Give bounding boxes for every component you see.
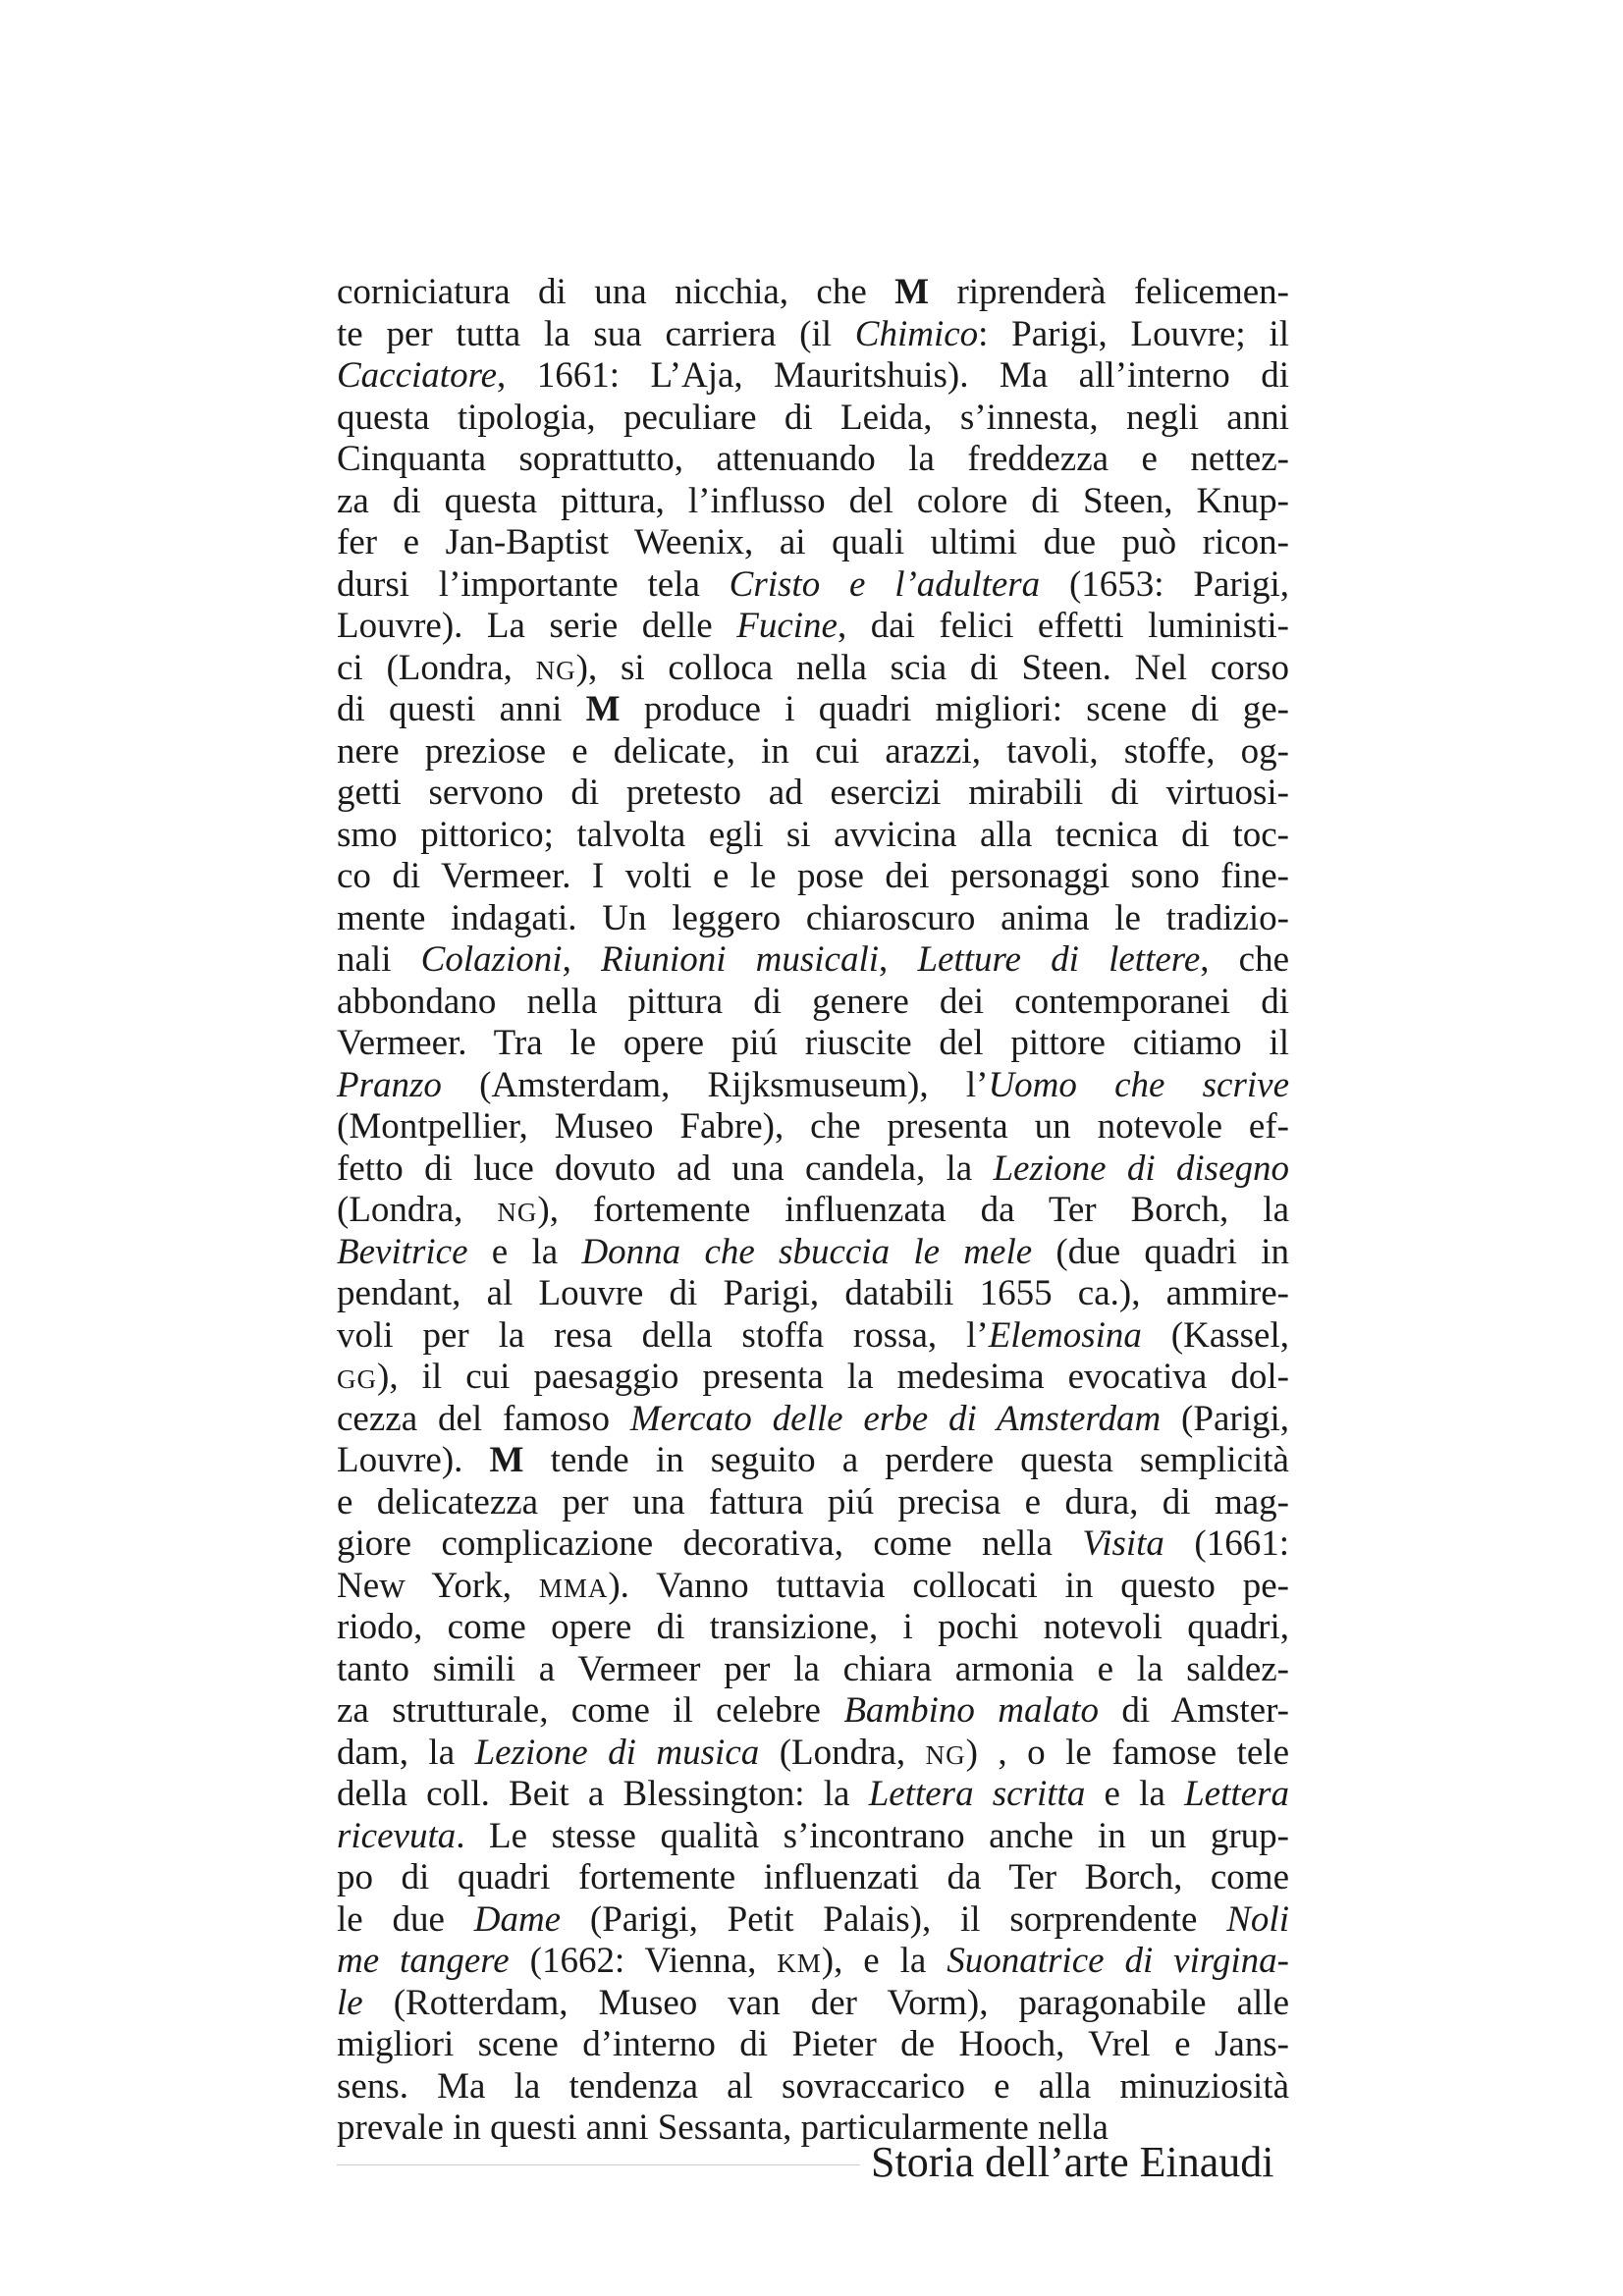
text-line [337,1315,1289,1358]
small-caps-abbrev: NG [535,655,576,685]
text-line [337,522,1289,564]
text-run: abbondano nella pittura di genere dei contemporanei di [337,981,1289,1022]
text-line [337,398,1289,440]
text-line [337,606,1289,648]
text-line [337,1816,1289,1858]
italic-title: Fucine [736,606,838,646]
text-run: Cinquanta soprattutto, attenuando la freddezza e nettez- [337,439,1289,479]
italic-title: Bevitrice [337,1231,468,1272]
text-line [337,648,1289,690]
text-run: ), fortemente influenzata da Ter Borch, la [537,1190,1289,1230]
text-line [337,856,1289,898]
text-run: ). Vanno tuttavia collocati in questo pe- [608,1565,1290,1606]
italic-title: Bambino malato [843,1690,1100,1731]
text-run: tanto simili a Vermeer per la chiara armonia e la saldez- [337,1648,1289,1689]
text-run: dam, la [337,1732,475,1773]
text-run: za strutturale, come il celebre [337,1690,844,1731]
text-run: fer e Jan-Baptist Weenix, ai quali ultimi due può ricon- [337,522,1289,562]
text-run: (Kassel, [1141,1314,1289,1356]
text-run: e la [467,1231,582,1272]
text-line [337,1566,1289,1608]
text-line [337,1523,1289,1566]
italic-title: Lettera scritta [868,1774,1086,1814]
text-run: za di questa pittura, l’influsso del colore di Steen, Knup- [337,480,1289,521]
italic-title: Visita [1082,1523,1164,1564]
text-run: nali [337,939,421,980]
text-line [337,439,1289,481]
text-line [337,1733,1289,1775]
text-run: e delicatezza per una fattura piú precisa e dura, di mag- [337,1481,1289,1522]
italic-title: Uomo che scrive [988,1064,1289,1105]
text-line [337,1607,1289,1649]
text-run: migliori scene d’interno di Pieter de Hooch, Vrel e Jans- [337,2024,1289,2064]
text-line [337,982,1289,1024]
italic-title: Lezione di musica [474,1732,760,1773]
text-run: co di Vermeer. I volti e le pose dei personaggi sono fine- [337,856,1289,896]
text-line [337,1440,1289,1482]
text-line [337,731,1289,774]
text-run: , [879,939,918,980]
italic-title: Riunioni musicali [601,939,880,980]
text-run: ), si colloca nella scia di Steen. Nel corso [575,647,1289,688]
text-run: giore complicazione decorativa, come nella [337,1523,1083,1564]
text-run: voli per la resa della stoffa rossa, l’ [337,1314,989,1356]
italic-title: le [337,1982,363,2023]
text-line [337,1690,1289,1733]
text-line [337,1482,1289,1524]
text-run: riprenderà felicemen- [929,272,1289,312]
text-line [337,1273,1289,1315]
italic-title: Cristo e l’adultera [729,563,1041,605]
text-run: nere preziose e delicate, in cui arazzi, tavoli, stoffe, og- [337,730,1289,772]
text-run: mente indagati. Un leggero chiaroscuro anima le tradizio- [337,897,1289,938]
text-line [337,1649,1289,1691]
italic-title: Noli [1226,1898,1289,1940]
body-text [337,272,1289,2150]
text-run: questa tipologia, peculiare di Leida, s’innesta, negli anni [337,397,1289,438]
text-run: (due quadri in [1032,1231,1289,1272]
text-run: corniciatura di una nicchia, che [337,272,895,312]
text-run: di questi anni [337,689,586,729]
text-run: della coll. Beit a Blessington: la [337,1774,869,1814]
text-line [337,2066,1289,2109]
text-run: : Parigi, Louvre; il [978,313,1289,354]
text-run: le due [337,1898,474,1940]
text-run: , che [1200,939,1290,980]
text-line [337,355,1289,398]
text-run: (Parigi, [1161,1398,1290,1439]
text-run: ci (Londra, [337,647,536,688]
text-run: di Amster- [1099,1690,1289,1731]
italic-title: Mercato delle erbe di Amsterdam [629,1398,1162,1439]
text-line [337,314,1289,356]
italic-title: me tangere [337,1941,510,1981]
italic-title: Cacciatore [337,355,498,396]
text-run: e la [1085,1774,1185,1814]
text-run: Louvre). La serie delle [337,606,737,646]
text-run: ), il cui paesaggio presenta la medesima evocativa dol- [377,1357,1289,1397]
text-run: (1661: [1163,1523,1289,1564]
text-line [337,272,1289,314]
text-run: , [562,939,602,980]
text-run: (1662: Vienna, [509,1941,778,1981]
text-run: ), e la [821,1941,947,1981]
text-run: dursi l’importante tela [337,563,730,605]
text-line [337,564,1289,607]
text-run: getti servono di pretesto ad esercizi mirabili di virtuosi- [337,773,1289,813]
text-run: fetto di luce dovuto ad una candela, la [337,1148,994,1189]
text-run: Louvre). [337,1440,490,1480]
text-run: , dai felici effetti luministi- [837,606,1289,646]
text-line [337,1983,1289,2025]
text-run: (Londra, [337,1190,498,1230]
italic-title: Chimico [854,313,979,354]
text-line [337,2024,1289,2066]
italic-title: Colazioni [420,939,563,980]
small-caps-abbrev: KM [777,1949,822,1978]
italic-title: Donna che sbuccia le mele [581,1231,1033,1272]
text-run: sens. Ma la tendenza al sovraccarico e alla minuziosità [337,2065,1289,2107]
text-line [337,1065,1289,1107]
text-run: (1653: Parigi, [1040,563,1289,605]
text-run: te per tutta la sua carriera (il [337,313,855,354]
text-line [337,773,1289,815]
text-run: (Montpellier, Museo Fabre), che presenta un notevole ef- [337,1106,1289,1147]
text-run: produce i quadri migliori: scene di ge- [620,689,1289,729]
text-line [337,1023,1289,1065]
italic-title: Dame [473,1898,562,1940]
text-line [337,1941,1289,1983]
text-run: , 1661: L’Aja, Mauritshuis). Ma all’interno di [497,355,1289,396]
text-line [337,815,1289,857]
text-line [337,1232,1289,1274]
text-run: . Le stesse qualità s’incontrano anche in un grup- [456,1815,1289,1856]
text-run: (Rotterdam, Museo van der Vorm), paragonabile alle [362,1982,1289,2023]
text-line [337,1357,1289,1399]
text-run: smo pittorico; talvolta egli si avvicina alla tecnica di toc- [337,814,1289,855]
text-line [337,1857,1289,1899]
italic-title: Pranzo [337,1064,442,1105]
text-run: New York, [337,1565,539,1606]
footer-title: Storia dell’arte Einaudi [871,2138,1274,2186]
text-run: riodo, come opere di transizione, i pochi notevoli quadri, [337,1607,1289,1647]
text-run: Vermeer. Tra le opere piú riuscite del pittore citiamo il [337,1023,1289,1063]
text-run: (Amsterdam, Rijksmuseum), l’ [441,1064,989,1105]
italic-title: Elemosina [988,1314,1142,1356]
text-run: ) , o le famose tele [965,1732,1290,1773]
text-line [337,1190,1289,1232]
text-run: (Londra, [759,1732,926,1773]
small-caps-abbrev: MMA [538,1573,609,1603]
text-line [337,1148,1289,1191]
small-caps-abbrev: GG [337,1364,377,1394]
bold-initial: M [894,272,930,312]
text-run: tende in seguito a perdere questa semplicità [523,1440,1289,1480]
text-run: prevale in questi anni Sessanta, particularmente nella [337,2108,1109,2148]
text-line [337,1399,1289,1441]
text-line [337,481,1289,523]
italic-title: Lezione di disegno [993,1148,1290,1189]
text-line [337,1774,1289,1816]
small-caps-abbrev: NG [497,1198,538,1227]
footer-rule [337,2164,860,2165]
bold-initial: M [489,1440,524,1480]
text-run: cezza del famoso [337,1398,630,1439]
text-line [337,898,1289,940]
text-line [337,939,1289,982]
text-line [337,689,1289,731]
italic-title: Suonatrice di virgina- [947,1941,1289,1981]
bold-initial: M [585,689,621,729]
text-run: (Parigi, Petit Palais), il sorprendente [561,1898,1227,1940]
italic-title: Lettera [1184,1774,1289,1814]
text-run: pendant, al Louvre di Parigi, databili 1655 ca.), ammire- [337,1273,1289,1313]
small-caps-abbrev: NG [925,1739,966,1770]
text-line [337,1106,1289,1148]
text-run: po di quadri fortemente influenzati da Ter Borch, come [337,1857,1289,1897]
italic-title: Letture di lettere [917,939,1201,980]
text-line [337,1899,1289,1942]
italic-title: ricevuta [337,1815,457,1856]
